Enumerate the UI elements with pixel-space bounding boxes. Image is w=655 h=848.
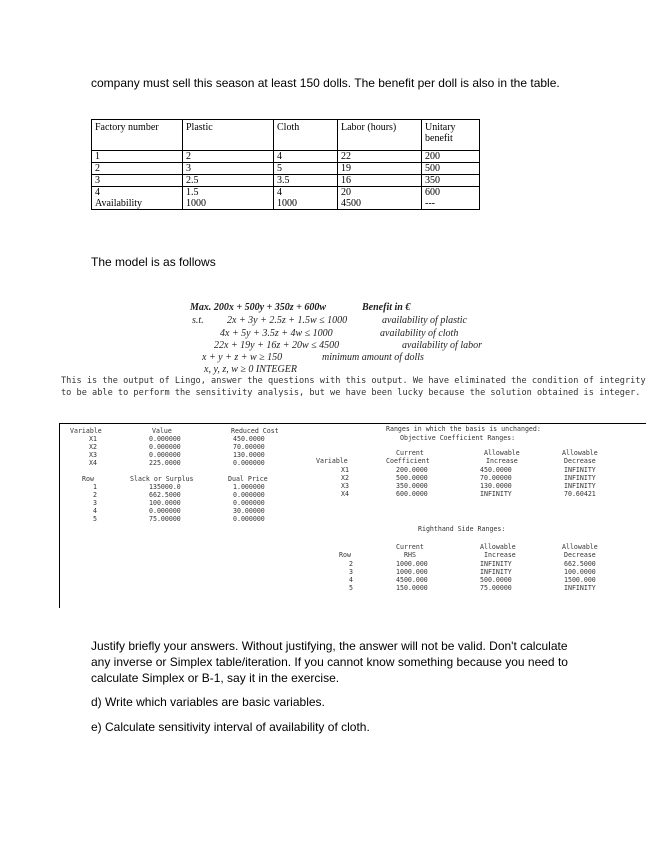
table-cell: 3: [92, 175, 183, 187]
rhs-row: 5: [349, 584, 353, 592]
table-cell: 500: [422, 163, 480, 175]
row-slack: 662.5000: [149, 491, 181, 499]
rhs-decrease: 662.5000: [564, 560, 596, 568]
table-cell: 4500: [338, 198, 422, 210]
table-cell: 4: [274, 151, 338, 163]
header-labor: Labor (hours): [338, 120, 422, 151]
rhs-current: 150.0000: [396, 584, 428, 592]
table-cell: 19: [338, 163, 422, 175]
rhs-ranges-title: Righthand Side Ranges:: [418, 525, 506, 533]
row-number: 1: [93, 483, 97, 491]
obj-current: 500.0000: [396, 474, 428, 482]
var-reduced-cost: 130.0000: [233, 451, 265, 459]
obj-header-allowable-inc: Allowable: [484, 449, 520, 457]
table-cell: 600: [422, 187, 480, 199]
table-row: [92, 163, 480, 175]
model-st: s.t.: [192, 315, 204, 326]
model-note-dolls: minimum amount of dolls: [322, 352, 424, 363]
obj-increase: 450.0000: [480, 466, 512, 474]
table-row: [92, 151, 480, 163]
table-cell: 2: [92, 163, 183, 175]
justify-paragraph: Justify briefly your answers. Without justifying, the answer will not be valid. Don't calculate any inverse or Simplex table/iteration. If you cannot know something because you need to calculate Simplex or B-1, say it in the exercise.: [91, 639, 568, 685]
table-cell: Availability: [92, 198, 183, 210]
table-cell: 1000: [183, 198, 274, 210]
ranges-title: Ranges in which the basis is unchanged:: [386, 425, 541, 433]
lingo-output: [59, 423, 646, 608]
rhs-header-allowable-inc: Allowable: [480, 543, 516, 551]
rhs-increase: 75.00000: [480, 584, 512, 592]
model-note-plastic: availability of plastic: [382, 315, 467, 326]
var-reduced-cost: 70.00000: [233, 443, 265, 451]
rhs-current: 4500.000: [396, 576, 428, 584]
rhs-header-current: Current: [396, 543, 424, 551]
header-cloth: Cloth: [274, 120, 338, 151]
rhs-decrease: 1500.000: [564, 576, 596, 584]
table-cell: 2: [183, 151, 274, 163]
row-dual: 0.000000: [233, 515, 265, 523]
obj-decrease: INFINITY: [564, 474, 596, 482]
obj-increase: 130.0000: [480, 482, 512, 490]
var-reduced-cost: 0.000000: [233, 459, 265, 467]
rhs-header-rhs: RHS: [404, 551, 416, 559]
var-name: X1: [89, 435, 97, 443]
row-dual: 1.000000: [233, 483, 265, 491]
var-value: 0.000000: [149, 435, 181, 443]
obj-header-variable: Variable: [316, 457, 348, 465]
table-cell: 4: [92, 187, 183, 199]
obj-var: X4: [341, 490, 349, 498]
availability-row: [92, 198, 480, 210]
var-name: X3: [89, 451, 97, 459]
var-value: 0.000000: [149, 443, 181, 451]
model-note-labor: availability of labor: [402, 340, 482, 351]
table-cell: 2.5: [183, 175, 274, 187]
model-constraint-plastic: 2x + 3y + 2.5z + 1.5w ≤ 1000: [227, 315, 348, 326]
table-cell: 16: [338, 175, 422, 187]
obj-header-coefficient: Coefficient: [386, 457, 430, 465]
header-value: Value: [152, 427, 172, 435]
obj-increase: 70.00000: [480, 474, 512, 482]
row-dual: 0.000000: [233, 499, 265, 507]
row-dual: 30.00000: [233, 507, 265, 515]
model-note-cloth: availability of cloth: [380, 328, 459, 339]
table-cell: 350: [422, 175, 480, 187]
table-cell: 3.5: [274, 175, 338, 187]
table-row: [92, 175, 480, 187]
row-number: 3: [93, 499, 97, 507]
row-slack: 0.000000: [149, 507, 181, 515]
table-cell: ---: [422, 198, 480, 210]
lingo-intro-text: This is the output of Lingo, answer the questions with this output. We have eliminated the condition of integrity to be able to perform the sensitivity analysis, but we have been lucky because the solution obtained is integer.: [61, 376, 646, 398]
row-slack: 135000.0: [149, 483, 181, 491]
factory-table-header-row: [92, 120, 480, 151]
intro-paragraph: company must sell this season at least 150 dolls. The benefit per doll is also in the table.: [91, 76, 560, 90]
table-cell: 1000: [274, 198, 338, 210]
table-cell: 3: [183, 163, 274, 175]
obj-current: 200.0000: [396, 466, 428, 474]
question-e: e) Calculate sensitivity interval of availability of cloth.: [91, 720, 370, 734]
row-dual: 0.000000: [233, 491, 265, 499]
question-d: d) Write which variables are basic variables.: [91, 695, 325, 709]
header-factory-number: Factory number: [92, 120, 183, 151]
model-nonnegativity: x, y, z, w ≥ 0 INTEGER: [204, 364, 297, 375]
rhs-increase: 500.0000: [480, 576, 512, 584]
obj-increase: INFINITY: [480, 490, 512, 498]
obj-header-increase: Increase: [486, 457, 518, 465]
table-row: [92, 187, 480, 199]
rhs-header-increase: Increase: [484, 551, 516, 559]
var-value: 0.000000: [149, 451, 181, 459]
obj-header-decrease: Decrease: [564, 457, 596, 465]
factory-table: [91, 119, 480, 210]
table-cell: 4: [274, 187, 338, 199]
table-cell: 1.5: [183, 187, 274, 199]
table-cell: 20: [338, 187, 422, 199]
obj-decrease: 70.60421: [564, 490, 596, 498]
obj-current: 600.0000: [396, 490, 428, 498]
var-value: 225.0000: [149, 459, 181, 467]
obj-header-current: Current: [396, 449, 424, 457]
header-dual-price: Dual Price: [228, 475, 268, 483]
header-reduced-cost: Reduced Cost: [231, 427, 279, 435]
header-slack: Slack or Surplus: [130, 475, 194, 483]
rhs-header-decrease: Decrease: [564, 551, 596, 559]
obj-var: X1: [341, 466, 349, 474]
table-cell: 22: [338, 151, 422, 163]
lingo-intro: [61, 375, 646, 399]
rhs-increase: INFINITY: [480, 568, 512, 576]
rhs-current: 1000.000: [396, 560, 428, 568]
rhs-row: 4: [349, 576, 353, 584]
row-number: 5: [93, 515, 97, 523]
var-name: X4: [89, 459, 97, 467]
obj-header-allowable-dec: Allowable: [562, 449, 598, 457]
row-number: 2: [93, 491, 97, 499]
var-reduced-cost: 450.0000: [233, 435, 265, 443]
rhs-decrease: 100.0000: [564, 568, 596, 576]
rhs-increase: INFINITY: [480, 560, 512, 568]
obj-current: 350.0000: [396, 482, 428, 490]
rhs-current: 1000.000: [396, 568, 428, 576]
header-variable: Variable: [70, 427, 102, 435]
obj-decrease: INFINITY: [564, 466, 596, 474]
rhs-header-row: Row: [339, 551, 351, 559]
row-number: 4: [93, 507, 97, 515]
model-intro: The model is as follows: [91, 255, 216, 269]
table-cell: 5: [274, 163, 338, 175]
table-cell: 200: [422, 151, 480, 163]
model-objective-note: Benefit in €: [362, 302, 411, 313]
table-cell: 1: [92, 151, 183, 163]
model-constraint-labor: 22x + 19y + 16z + 20w ≤ 4500: [214, 340, 340, 351]
obj-var: X3: [341, 482, 349, 490]
row-slack: 75.00000: [149, 515, 181, 523]
model-constraint-cloth: 4x + 5y + 3.5z + 4w ≤ 1000: [220, 328, 333, 339]
model-constraint-dolls: x + y + z + w ≥ 150: [202, 352, 283, 363]
rhs-decrease: INFINITY: [564, 584, 596, 592]
obj-decrease: INFINITY: [564, 482, 596, 490]
rhs-row: 3: [349, 568, 353, 576]
header-unitary-benefit: Unitary benefit: [422, 120, 480, 151]
rhs-header-allowable-dec: Allowable: [562, 543, 598, 551]
objective-ranges-title: Objective Coefficient Ranges:: [400, 434, 516, 442]
row-slack: 100.0000: [149, 499, 181, 507]
rhs-row: 2: [349, 560, 353, 568]
var-name: X2: [89, 443, 97, 451]
header-plastic: Plastic: [183, 120, 274, 151]
header-row: Row: [82, 475, 94, 483]
obj-var: X2: [341, 474, 349, 482]
model-objective: Max. 200x + 500y + 350z + 600w: [190, 302, 326, 313]
